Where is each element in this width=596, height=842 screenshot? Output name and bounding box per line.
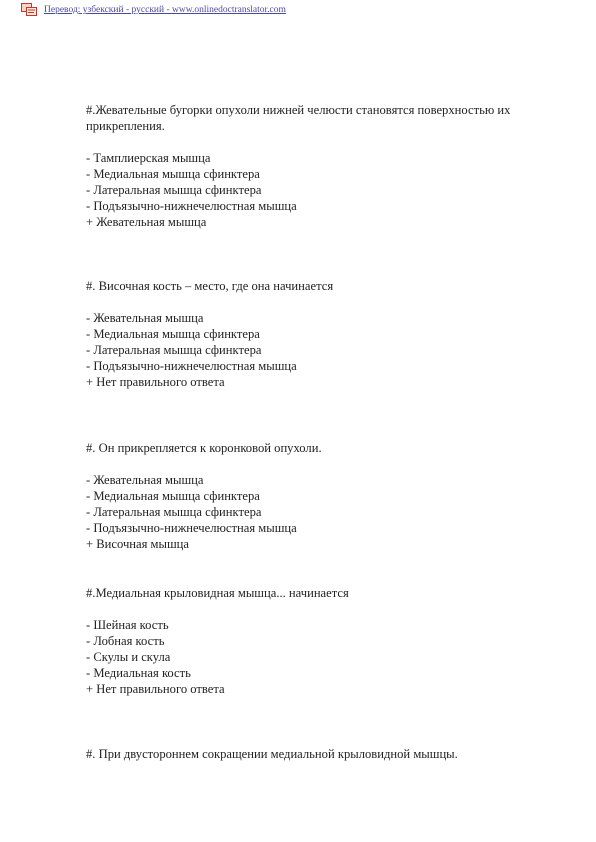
answer-option: + Височная мышца — [86, 537, 190, 551]
answer-options — [86, 472, 322, 552]
question-block — [86, 440, 322, 552]
answer-option: - Латеральная мышца сфинктера — [86, 183, 262, 197]
answer-option: - Медиальная кость — [86, 666, 191, 680]
translator-link[interactable]: Перевод: узбекский - русский - www.onlinedoctranslator.com — [44, 5, 286, 15]
question-block — [86, 102, 566, 230]
answer-option: - Скулы и скула — [86, 650, 171, 664]
answer-option: - Подъязычно-нижнечелюстная мышца — [86, 359, 297, 373]
answer-option: - Жевательная мышца — [86, 473, 204, 487]
question-block — [86, 585, 349, 697]
answer-option: - Медиальная мышца сфинктера — [86, 489, 260, 503]
answer-option: - Латеральная мышца сфинктера — [86, 505, 262, 519]
question-block — [86, 278, 333, 390]
answer-option: + Нет правильного ответа — [86, 682, 225, 696]
question-text: #. При двустороннем сокращении медиальной крыловидной мышцы. — [86, 747, 458, 761]
translator-header — [0, 0, 596, 22]
answer-option: - Медиальная мышца сфинктера — [86, 167, 260, 181]
answer-option: + Жевательная мышца — [86, 215, 207, 229]
answer-option: - Шейная кость — [86, 618, 169, 632]
translator-logo-icon — [21, 3, 37, 16]
question-text: #.Медиальная крыловидная мышца... начинается — [86, 586, 349, 600]
answer-option: - Лобная кость — [86, 634, 165, 648]
answer-option: - Тамплиерская мышца — [86, 151, 211, 165]
answer-option: + Нет правильного ответа — [86, 375, 225, 389]
question-text: #.Жевательные бугорки опухоли нижней челюсти становятся поверхностью их прикрепления. — [86, 103, 511, 133]
question-text: #. Он прикрепляется к коронковой опухоли. — [86, 441, 322, 455]
answer-options — [86, 617, 349, 697]
question-block — [86, 746, 458, 762]
answer-option: - Подъязычно-нижнечелюстная мышца — [86, 521, 297, 535]
answer-options — [86, 310, 333, 390]
answer-option: - Жевательная мышца — [86, 311, 204, 325]
answer-option: - Латеральная мышца сфинктера — [86, 343, 262, 357]
answer-options — [86, 150, 566, 230]
question-text: #. Височная кость – место, где она начинается — [86, 279, 334, 293]
answer-option: - Подъязычно-нижнечелюстная мышца — [86, 199, 297, 213]
answer-option: - Медиальная мышца сфинктера — [86, 327, 260, 341]
